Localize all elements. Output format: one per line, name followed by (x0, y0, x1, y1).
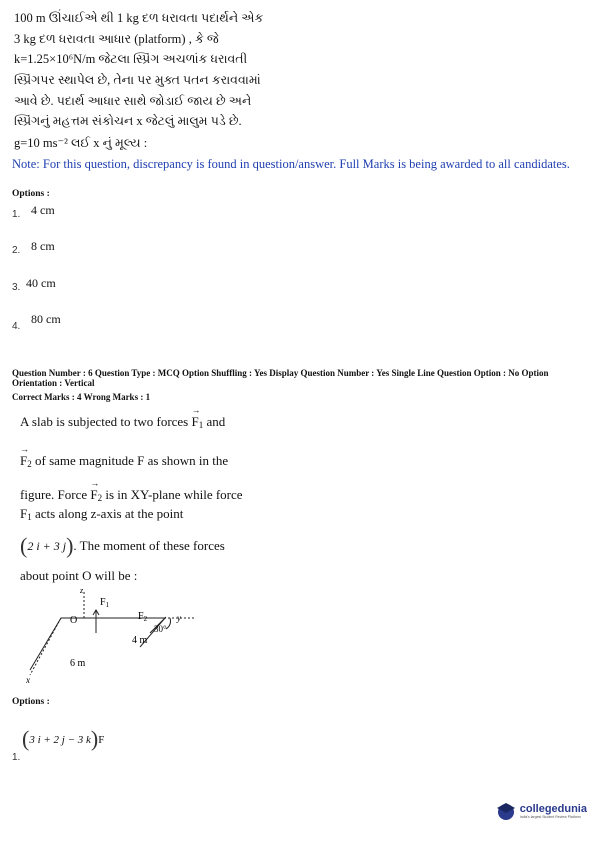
q5-option-1-text[interactable]: 4 cm (31, 203, 55, 217)
q5-option-3-number: 3. (12, 282, 21, 293)
q6-option-1-number: 1. (12, 752, 21, 763)
left-paren-icon: ( (20, 533, 28, 558)
q5-option-4-number: 4. (12, 321, 21, 332)
q6-text-l3b: is in XY-plane while force (105, 487, 243, 502)
length-4m-label: 4 m (132, 635, 148, 646)
q5-option-2-text[interactable]: 8 cm (31, 239, 55, 253)
q6-text-l3a: figure. Force (20, 487, 88, 502)
q5-option-3-text[interactable]: 40 cm (26, 276, 56, 290)
force-f2-symbol: → $F_2$ (20, 453, 32, 469)
q5-option-1-number: 1. (12, 209, 21, 220)
q6-line-5 (20, 533, 225, 559)
right-paren-icon: ) (66, 533, 74, 558)
option-right-paren-icon: ) (90, 726, 99, 751)
length-6m-label: 6 m (70, 658, 86, 669)
q6-line-1 (20, 414, 225, 430)
q5-line-3: k=1.25×10⁶N/m જેટલા સ્પ્રિંગ અચળાંક ધરાવતી (14, 52, 248, 66)
q6-meta: Question Number : 6 Question Type : MCQ Option Shuffling : Yes Display Question Number : Yes Single Line Question Option : No Option Orientation : Vertical (12, 368, 549, 388)
q6-text-l1a: A slab is subjected to two forces (20, 414, 189, 429)
x-label: x (26, 675, 30, 685)
q6-text-l1b: and (206, 414, 226, 429)
q6-option-1-expr: 3 i + 2 j − 3 k (29, 734, 91, 746)
q6-line-2 (20, 453, 228, 469)
force-f2-symbol-inline: → $F_2$ (90, 487, 102, 503)
logo-tagline: India's largest Student Review Platform (519, 815, 581, 819)
q6-text-l5b: . The moment of these forces (73, 538, 225, 553)
q5-line-5: આવે છે. પદાર્થ આધાર સાથે જોડાઈ જાય છે અને (14, 94, 252, 108)
angle-arc (166, 618, 171, 629)
origin-label: O (70, 615, 78, 626)
f2-label: $F_2$ (138, 611, 148, 623)
q6-line-4 (20, 506, 183, 522)
force-f1-symbol: → $F_1$ (192, 414, 204, 430)
graduation-cap-icon (495, 800, 517, 822)
q6-marks: Correct Marks : 4 Wrong Marks : 1 (12, 392, 151, 402)
x-axis (30, 618, 61, 675)
q5-line-1: 100 m ઊંચાઈએ થી 1 kg દળ ધરાવતા પદાર્થને એક (14, 11, 264, 25)
force-diagram (20, 585, 220, 685)
q6-text-l4: acts along z-axis at the point (34, 506, 184, 521)
y-label: y (177, 613, 181, 623)
q6-text-l2: of same magnitude F as shown in the (34, 453, 229, 468)
option-left-paren-icon: ( (22, 726, 30, 751)
q6-option-1[interactable] (22, 726, 104, 752)
q5-option-2-number: 2. (12, 245, 21, 256)
q5-line-2: 3 kg દળ ધરાવતા આધાર (platform) , કે જે (14, 32, 219, 46)
angle-label: 30° (154, 624, 167, 634)
q6-line-3 (20, 487, 243, 503)
logo-name: collegedunia (519, 803, 587, 815)
q6-line-6: about point O will be : (20, 568, 138, 583)
q5-line-6: સ્પ્રિંગનું મહત્તમ સંકોચન x જેટલું માલુમ પડે છે. (14, 114, 242, 128)
q5-options-label: Options : (12, 189, 50, 199)
q6-option-1-f: F (98, 734, 105, 746)
f1-label: $F_1$ (100, 597, 110, 609)
discrepancy-note: Note: For this question, discrepancy is found in question/answer. Full Marks is being awarded to all candidates. (12, 157, 570, 171)
q6-options-label: Options : (12, 697, 50, 707)
point-vector: 2 i + 3 j (27, 539, 67, 553)
q5-line-7: g=10 ms⁻² લઈ x નું મૂલ્ય : (14, 136, 148, 150)
q5-option-4-text[interactable]: 80 cm (31, 312, 61, 326)
force-f1-plain: $F_1$ (20, 506, 32, 522)
collegedunia-logo (495, 800, 587, 822)
q5-line-4: સ્પ્રિંગપર સ્થાપેલ છે, તેના પર મુક્ત પતન કરાવવામાં (14, 73, 261, 87)
z-label: z (80, 586, 84, 595)
